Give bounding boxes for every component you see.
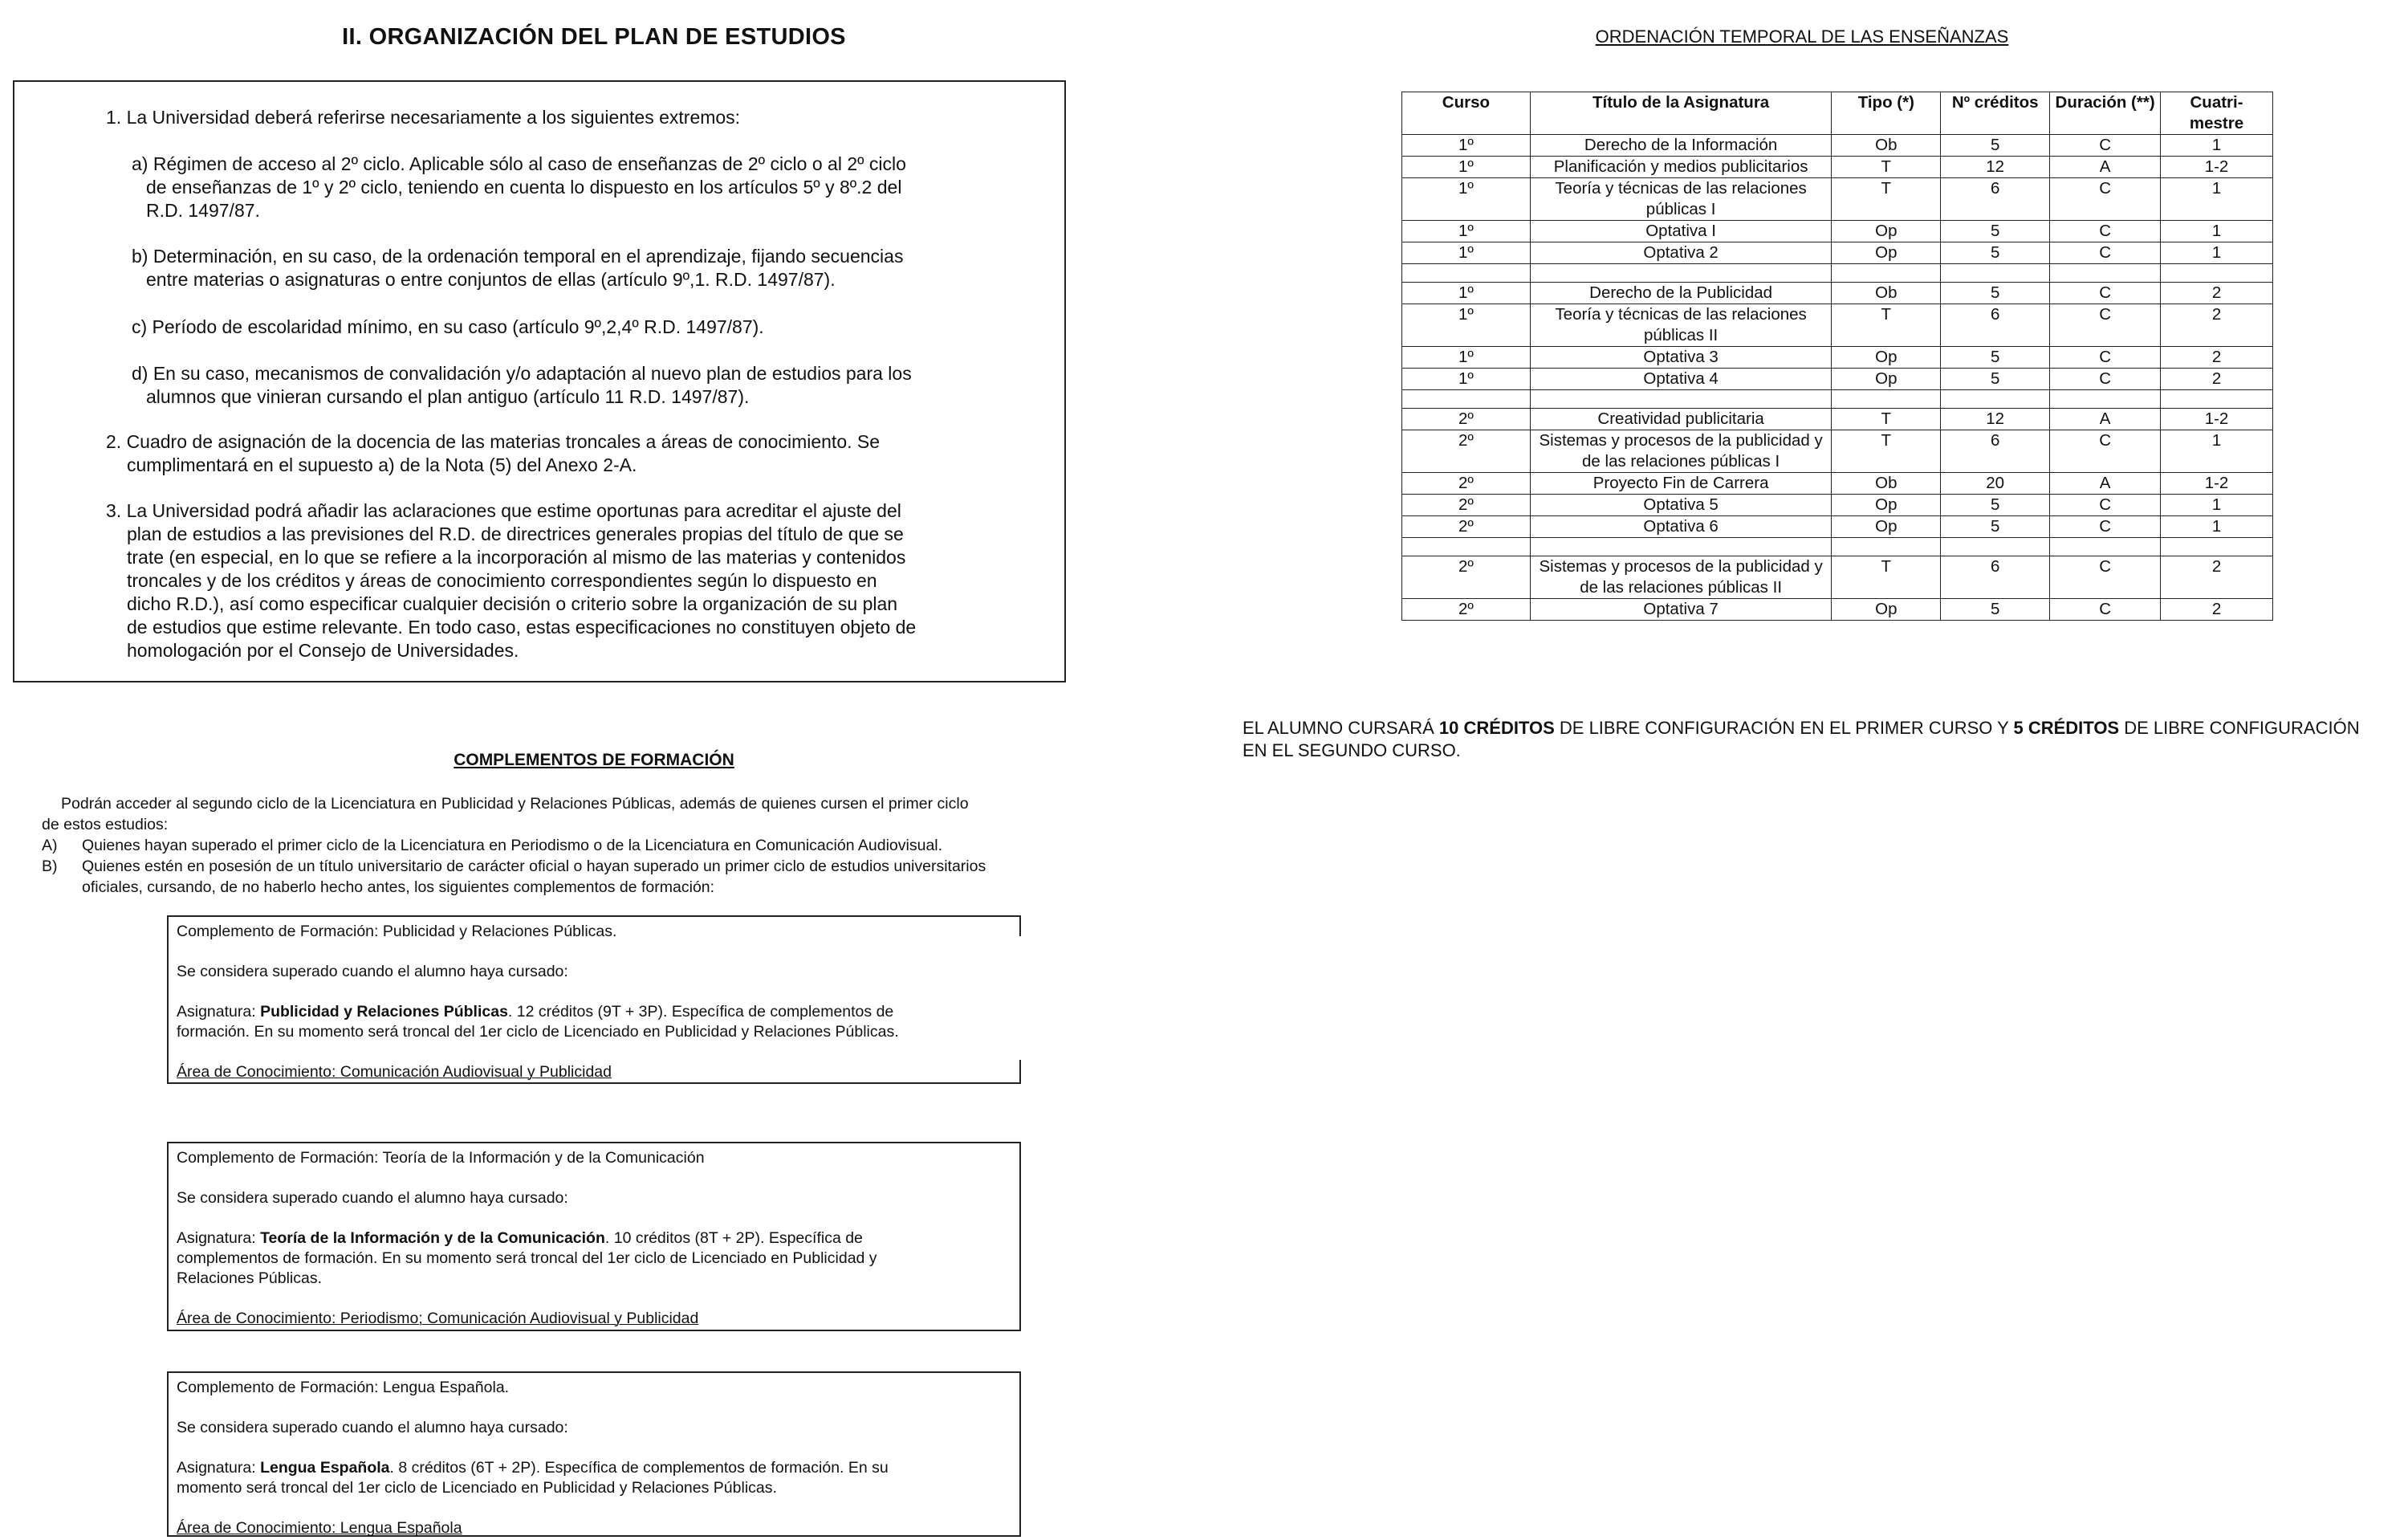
asignatura-name: Lengua Española: [260, 1459, 390, 1477]
requirement-c: c) Período de escolaridad mínimo, en su caso (artículo 9º,2,4º R.D. 1497/87).: [132, 316, 764, 337]
cell-cuatrimestre: 2: [2161, 599, 2273, 621]
table-row: [1402, 556, 2273, 599]
asignatura-name: Publicidad y Relaciones Públicas: [260, 1003, 508, 1021]
requirement-a-line2: de enseñanzas de 1º y 2º ciclo, teniendo en cuenta lo dispuesto en los artículos 5º y 8º.2 del: [146, 177, 902, 198]
requirement-2-line1: 2. Cuadro de asignación de la docencia de las materias troncales a áreas de conocimiento. Se: [106, 431, 881, 452]
cell-tipo: Op: [1832, 516, 1941, 538]
list-item-key: B): [42, 858, 58, 875]
note-credits-first: 10 CRÉDITOS: [1438, 718, 1555, 738]
asignatura-prefix: Asignatura:: [177, 1229, 261, 1247]
cell-duracion: A: [2050, 409, 2161, 430]
cell-curso: 1º: [1402, 135, 1531, 157]
asignatura-detail-line2: complementos de formación. En su momento será troncal del 1er ciclo de Licenciado en Publicidad y: [177, 1249, 877, 1267]
list-item-text: Quienes hayan superado el primer ciclo de la Licenciatura en Periodismo o de la Licenciatura en Comunicación Audiovisual.: [82, 837, 943, 854]
cell-duracion: C: [2050, 430, 2161, 473]
cell-duracion: C: [2050, 135, 2161, 157]
requirement-a-line1: a) Régimen de acceso al 2º ciclo. Aplicable sólo al caso de enseñanzas de 2º ciclo o al 2º ciclo: [132, 153, 906, 174]
requirement-3-line5: dicho R.D.), así como especificar cualquier decisión o criterio sobre la organización de su plan: [127, 593, 898, 614]
cell-titulo: Teoría y técnicas de las relaciones públicas I: [1530, 178, 1832, 221]
area-conocimiento: Área de Conocimiento: Lengua Española: [177, 1519, 462, 1537]
cell-cuatrimestre: [2161, 390, 2273, 409]
cell-cuatrimestre: 2: [2161, 304, 2273, 347]
cell-creditos: 6: [1941, 178, 2050, 221]
cell-tipo: T: [1832, 178, 1941, 221]
cell-tipo: Op: [1832, 242, 1941, 264]
column-header-tipo: Tipo (*): [1832, 92, 1941, 135]
requirement-2-line2: cumplimentará en el supuesto a) de la Nota (5) del Anexo 2-A.: [127, 454, 637, 475]
note-text: DE LIBRE CONFIGURACIÓN: [2119, 718, 2360, 738]
page-title: II. ORGANIZACIÓN DEL PLAN DE ESTUDIOS: [342, 24, 846, 50]
cell-cuatrimestre: 1: [2161, 135, 2273, 157]
column-header-creditos: Nº créditos: [1941, 92, 2050, 135]
area-conocimiento: Área de Conocimiento: Periodismo; Comunicación Audiovisual y Publicidad: [177, 1310, 699, 1327]
cell-titulo: Teoría y técnicas de las relaciones públicas II: [1530, 304, 1832, 347]
table-spacer-row: [1402, 264, 2273, 283]
cell-duracion: C: [2050, 283, 2161, 304]
cell-curso: 1º: [1402, 369, 1531, 390]
cell-duracion: C: [2050, 369, 2161, 390]
intro-line1: Podrán acceder al segundo ciclo de la Licenciatura en Publicidad y Relaciones Públicas, además de quienes cursen el primer ciclo: [61, 795, 969, 813]
asignatura-prefix: Asignatura:: [177, 1003, 261, 1021]
cell-curso: 2º: [1402, 599, 1531, 621]
cell-titulo: [1530, 390, 1832, 409]
table-row: [1402, 430, 2273, 473]
requirement-a-line3: R.D. 1497/87.: [146, 200, 260, 221]
cell-cuatrimestre: 1-2: [2161, 473, 2273, 495]
cell-cuatrimestre: 1: [2161, 495, 2273, 516]
complemento-asignatura: [177, 1458, 1011, 1478]
cell-titulo: Optativa 2: [1530, 242, 1832, 264]
asignatura-prefix: Asignatura:: [177, 1459, 261, 1477]
cell-tipo: [1832, 538, 1941, 556]
cell-duracion: C: [2050, 221, 2161, 242]
cell-titulo: Optativa 5: [1530, 495, 1832, 516]
asignatura-detail: . 8 créditos (6T + 2P). Específica de complementos de formación. En su: [389, 1459, 889, 1477]
cell-creditos: 6: [1941, 430, 2050, 473]
cell-curso: 2º: [1402, 473, 1531, 495]
cell-tipo: T: [1832, 409, 1941, 430]
cell-curso: [1402, 538, 1531, 556]
complemento-condition: Se considera superado cuando el alumno haya cursado:: [177, 1419, 568, 1436]
cell-cuatrimestre: 1: [2161, 242, 2273, 264]
cell-curso: 2º: [1402, 430, 1531, 473]
requirement-3-line1: 3. La Universidad podrá añadir las aclaraciones que estime oportunas para acreditar el ajuste del: [106, 500, 901, 521]
ordenacion-title: ORDENACIÓN TEMPORAL DE LAS ENSEÑANZAS: [1595, 26, 2009, 47]
complemento-box-publicidad: [167, 915, 1021, 1084]
cell-titulo: Derecho de la Información: [1530, 135, 1832, 157]
table-spacer-row: [1402, 390, 2273, 409]
requirement-1: 1. La Universidad deberá referirse necesariamente a los siguientes extremos:: [106, 107, 741, 128]
column-header-titulo: Título de la Asignatura: [1530, 92, 1832, 135]
cell-duracion: A: [2050, 473, 2161, 495]
cell-titulo: Sistemas y procesos de la publicidad y de las relaciones públicas I: [1530, 430, 1832, 473]
requirement-b-line1: b) Determinación, en su caso, de la ordenación temporal en el aprendizaje, fijando secuencias: [132, 246, 904, 267]
cell-duracion: C: [2050, 242, 2161, 264]
cell-titulo: Optativa 6: [1530, 516, 1832, 538]
cell-curso: 1º: [1402, 347, 1531, 369]
cell-creditos: 5: [1941, 242, 2050, 264]
complemento-condition: Se considera superado cuando el alumno haya cursado:: [177, 1189, 568, 1207]
cell-curso: 1º: [1402, 283, 1531, 304]
table-row: [1402, 157, 2273, 178]
cell-cuatrimestre: 1-2: [2161, 157, 2273, 178]
cell-cuatrimestre: 1: [2161, 178, 2273, 221]
cell-creditos: 5: [1941, 347, 2050, 369]
cell-titulo: Proyecto Fin de Carrera: [1530, 473, 1832, 495]
cell-tipo: Op: [1832, 369, 1941, 390]
asignatura-detail-line3: Relaciones Públicas.: [177, 1269, 323, 1287]
requirement-3-line6: de estudios que estime relevante. En todo caso, estas especificaciones no constituyen objeto de: [127, 617, 917, 638]
requirement-b-line2: entre materias o asignaturas o entre conjuntos de ellas (artículo 9º,1. R.D. 1497/87).: [146, 269, 836, 290]
cell-creditos: [1941, 538, 2050, 556]
cell-creditos: 5: [1941, 369, 2050, 390]
table-spacer-row: [1402, 538, 2273, 556]
table-row: [1402, 369, 2273, 390]
intro-line2: de estos estudios:: [42, 816, 169, 833]
cell-curso: [1402, 264, 1531, 283]
cell-curso: 1º: [1402, 242, 1531, 264]
note-text: EN EL SEGUNDO CURSO.: [1243, 740, 1461, 760]
cell-curso: 1º: [1402, 304, 1531, 347]
asignatura-name: Teoría de la Información y de la Comunicación: [260, 1229, 605, 1247]
table-row: [1402, 409, 2273, 430]
complemento-box-teoria: [167, 1142, 1021, 1331]
complementos-title: COMPLEMENTOS DE FORMACIÓN: [454, 751, 734, 769]
table-row: [1402, 495, 2273, 516]
cell-duracion: [2050, 264, 2161, 283]
asignatura-detail-line2: formación. En su momento será troncal del 1er ciclo de Licenciado en Publicidad y Relaciones Públicas.: [177, 1023, 899, 1041]
cell-titulo: Planificación y medios publicitarios: [1530, 157, 1832, 178]
cell-tipo: Op: [1832, 221, 1941, 242]
cell-duracion: C: [2050, 304, 2161, 347]
note-text: DE LIBRE CONFIGURACIÓN EN EL PRIMER CURSO Y: [1554, 718, 2014, 738]
cell-tipo: Ob: [1832, 283, 1941, 304]
cell-titulo: [1530, 538, 1832, 556]
cell-curso: 1º: [1402, 157, 1531, 178]
cell-duracion: C: [2050, 599, 2161, 621]
requirement-d-line2: alumnos que vinieran cursando el plan antiguo (artículo 11 R.D. 1497/87).: [146, 386, 750, 407]
table-row: [1402, 135, 2273, 157]
cell-creditos: 6: [1941, 556, 2050, 599]
cell-cuatrimestre: 2: [2161, 347, 2273, 369]
complemento-condition: Se considera superado cuando el alumno haya cursado:: [177, 963, 568, 980]
asignatura-detail-line2: momento será troncal del 1er ciclo de Licenciado en Publicidad y Relaciones Públicas.: [177, 1479, 777, 1497]
note-credits-second: 5 CRÉDITOS: [2013, 718, 2120, 738]
cell-titulo: Optativa 4: [1530, 369, 1832, 390]
cell-cuatrimestre: [2161, 264, 2273, 283]
cell-titulo: Derecho de la Publicidad: [1530, 283, 1832, 304]
table-header-row: [1402, 92, 2273, 135]
requirements-box: [13, 80, 1066, 682]
cell-curso: 1º: [1402, 178, 1531, 221]
list-item-text: oficiales, cursando, de no haberlo hecho antes, los siguientes complementos de formación:: [82, 878, 715, 896]
cell-tipo: [1832, 264, 1941, 283]
column-header-duracion: Duración (**): [2050, 92, 2161, 135]
cell-tipo: Op: [1832, 347, 1941, 369]
cell-tipo: Op: [1832, 495, 1941, 516]
requirement-d-line1: d) En su caso, mecanismos de convalidación y/o adaptación al nuevo plan de estudios para los: [132, 363, 912, 384]
cell-curso: 1º: [1402, 221, 1531, 242]
cell-duracion: [2050, 538, 2161, 556]
libre-configuracion-note: [1243, 717, 2398, 762]
table-row: [1402, 178, 2273, 221]
note-text: EL ALUMNO CURSARÁ: [1243, 718, 1439, 738]
cell-creditos: [1941, 390, 2050, 409]
cell-titulo: [1530, 264, 1832, 283]
complemento-asignatura: [177, 1002, 1013, 1022]
cell-duracion: C: [2050, 178, 2161, 221]
cell-creditos: 12: [1941, 157, 2050, 178]
box-border-fragment: [1019, 1060, 1021, 1084]
cell-titulo: Creatividad publicitaria: [1530, 409, 1832, 430]
cell-cuatrimestre: 2: [2161, 369, 2273, 390]
cell-tipo: Ob: [1832, 135, 1941, 157]
cell-curso: 2º: [1402, 556, 1531, 599]
asignatura-detail: . 12 créditos (9T + 3P). Específica de complementos de: [507, 1003, 894, 1021]
area-conocimiento: Área de Conocimiento: Comunicación Audiovisual y Publicidad: [177, 1063, 612, 1081]
complemento-box-lengua: [167, 1371, 1021, 1537]
box-border-fragment: [1019, 915, 1021, 936]
cell-tipo: Ob: [1832, 473, 1941, 495]
table-row: [1402, 283, 2273, 304]
cell-tipo: T: [1832, 157, 1941, 178]
requirement-3-line3: trate (en especial, en lo que se refiere a la incorporación al mismo de las materias y contenidos: [127, 547, 906, 568]
cell-tipo: T: [1832, 556, 1941, 599]
table-row: [1402, 347, 2273, 369]
cell-curso: 2º: [1402, 495, 1531, 516]
column-header-curso: Curso: [1402, 92, 1531, 135]
cell-tipo: [1832, 390, 1941, 409]
cell-tipo: T: [1832, 430, 1941, 473]
cell-creditos: 5: [1941, 135, 2050, 157]
cell-titulo: Optativa 7: [1530, 599, 1832, 621]
cell-cuatrimestre: [2161, 538, 2273, 556]
cell-creditos: 5: [1941, 599, 2050, 621]
table-row: [1402, 599, 2273, 621]
cell-titulo: Optativa 3: [1530, 347, 1832, 369]
cell-curso: 2º: [1402, 409, 1531, 430]
complemento-heading: Complemento de Formación: Lengua Española.: [177, 1379, 510, 1396]
cell-duracion: A: [2050, 157, 2161, 178]
cell-creditos: 5: [1941, 221, 2050, 242]
cell-duracion: C: [2050, 347, 2161, 369]
cell-creditos: 5: [1941, 516, 2050, 538]
cell-tipo: Op: [1832, 599, 1941, 621]
table-row: [1402, 242, 2273, 264]
cell-cuatrimestre: 2: [2161, 556, 2273, 599]
cell-cuatrimestre: 1: [2161, 221, 2273, 242]
complemento-heading: Complemento de Formación: Teoría de la Información y de la Comunicación: [177, 1149, 705, 1167]
table-row: [1402, 516, 2273, 538]
ordenacion-table: [1401, 92, 2273, 621]
column-header-cuatrimestre: Cuatri- mestre: [2161, 92, 2273, 135]
cell-duracion: C: [2050, 516, 2161, 538]
complementos-intro: [61, 793, 1169, 814]
cell-curso: [1402, 390, 1531, 409]
asignatura-detail: . 10 créditos (8T + 2P). Específica de: [604, 1229, 863, 1247]
cell-creditos: [1941, 264, 2050, 283]
cell-creditos: 5: [1941, 495, 2050, 516]
cell-creditos: 6: [1941, 304, 2050, 347]
cell-cuatrimestre: 1: [2161, 516, 2273, 538]
cell-creditos: 5: [1941, 283, 2050, 304]
table-row: [1402, 304, 2273, 347]
list-item-text: Quienes estén en posesión de un título universitario de carácter oficial o hayan superado un primer ciclo de estudios universitarios: [82, 858, 986, 875]
table-row: [1402, 473, 2273, 495]
cell-creditos: 12: [1941, 409, 2050, 430]
complemento-asignatura: [177, 1228, 1011, 1249]
cell-cuatrimestre: 2: [2161, 283, 2273, 304]
cell-creditos: 20: [1941, 473, 2050, 495]
cell-curso: 2º: [1402, 516, 1531, 538]
cell-tipo: T: [1832, 304, 1941, 347]
requirement-3-line4: troncales y de los créditos y áreas de conocimiento correspondientes según lo dispuesto en: [127, 570, 877, 591]
cell-cuatrimestre: 1: [2161, 430, 2273, 473]
cell-duracion: C: [2050, 495, 2161, 516]
cell-titulo: Optativa I: [1530, 221, 1832, 242]
cell-cuatrimestre: 1-2: [2161, 409, 2273, 430]
list-item-key: A): [42, 837, 58, 854]
requirement-3-line7: homologación por el Consejo de Universidades.: [127, 640, 519, 661]
cell-duracion: C: [2050, 556, 2161, 599]
table-row: [1402, 221, 2273, 242]
cell-titulo: Sistemas y procesos de la publicidad y de las relaciones públicas II: [1530, 556, 1832, 599]
requirement-3-line2: plan de estudios a las previsiones del R.D. de directrices generales propias del título de que se: [127, 524, 904, 544]
cell-duracion: [2050, 390, 2161, 409]
complemento-heading: Complemento de Formación: Publicidad y Relaciones Públicas.: [177, 923, 617, 940]
